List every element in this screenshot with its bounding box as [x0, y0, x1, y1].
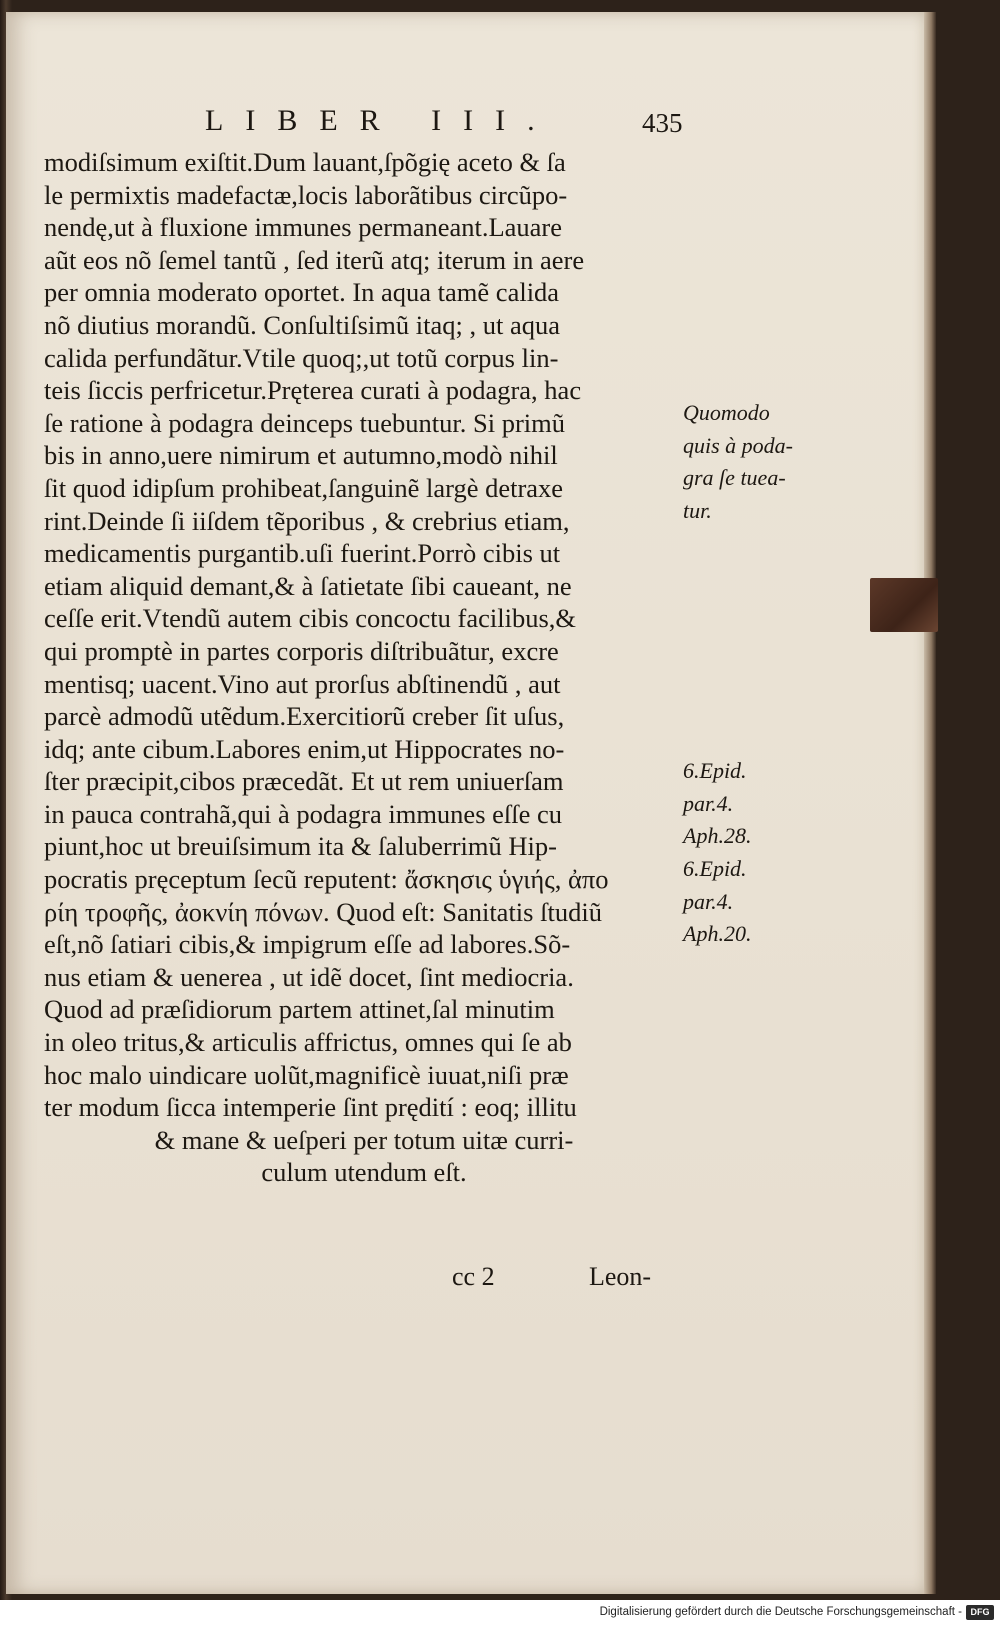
marginal-note-line: 6.Epid. [683, 856, 747, 881]
marginal-note-line: Aph.20. [683, 921, 752, 947]
text-line: ſit quod idipſum prohibeat,ſanguinẽ largè detraxe [44, 472, 564, 503]
text-line: nendę,ut à fluxione immunes permaneant.Lauare [44, 212, 563, 243]
text-line: piunt,hoc ut breuiſsimum ita & ſaluberrimũ Hip- [44, 831, 557, 862]
text-line: nõ diutius morandũ. Conſultiſsimũ itaq; , ut aqua [44, 309, 560, 340]
text-line: ſe ratione à podagra deinceps tuebuntur. Si primũ [44, 407, 566, 438]
text-line: ſter præcipit,cibos præcedãt. Et ut rem uniuerſam [44, 766, 564, 797]
text-line: ceſſe erit.Vtendũ autem cibis concoctu facilibus,& [44, 603, 577, 634]
text-line: bis in anno,uere nimirum et autumno,modò nihil [44, 440, 558, 471]
marginal-note [683, 853, 803, 951]
marginal-note-line: Aph.28. [683, 823, 752, 849]
marginal-note-line: par.4. [683, 790, 734, 816]
text-line: le permixtis madefactæ,locis laborãtibus circũpo- [44, 179, 568, 210]
text-line: per omnia moderato oportet. In aqua tamẽ calida [44, 277, 560, 308]
text-line: nus etiam & uenerea , ut idẽ docet, ſint mediocria. [44, 961, 574, 992]
text-line: eſt,nõ ſatiari cibis,& impigrum eſſe ad labores.Sõ- [44, 929, 571, 960]
page-header [0, 104, 1000, 140]
text-line: etiam aliquid demant,& à ſatietate ſibi caueant, ne [44, 570, 572, 601]
catchword: Leon- [589, 1262, 652, 1291]
text-line: idq; ante cibum.Labores enim,ut Hippocrates no- [44, 733, 565, 764]
text-line: aũt eos nõ ſemel tantũ , ſed iterũ atq; iterum in aere [44, 244, 585, 275]
text-line: in oleo tritus,& articulis affrictus, omnes qui ſe ab [44, 1027, 572, 1058]
marginal-note-line: par.4. [683, 888, 734, 914]
text-line: qui promptè in partes corporis diſtribuãtur, excre [44, 635, 559, 666]
text-line: in pauca contrahã,qui à podagra immunes eſſe cu [44, 798, 563, 829]
text-line: ter modum ſicca intemperie ſint prędití : eoq; illitu [44, 1092, 577, 1123]
marginal-note-line: 6.Epid. [683, 758, 747, 783]
main-text-block [44, 146, 684, 1189]
text-line: mentisq; uacent.Vino aut prorſus abſtinendũ , aut [44, 668, 561, 699]
text-line: calida perfundãtur.Vtile quoq;,ut totũ corpus lin- [44, 342, 559, 373]
funding-credit: Digitalisierung gefördert durch die Deutsche Forschungsgemeinschaft - [599, 1606, 962, 1618]
marginal-note-line: Quomodo [683, 400, 770, 425]
text-line: modiſsimum exiſtit.Dum lauant,ſpõgię aceto & ſa [44, 147, 566, 177]
text-line: & mane & ueſperi per totum uitæ curri- [154, 1124, 574, 1155]
text-line: hoc malo uindicare uolũt,magnificè iuuat,niſi præ [44, 1059, 569, 1090]
marginal-note [683, 397, 803, 527]
page-edge [924, 12, 936, 1594]
signature-mark: cc 2 [452, 1262, 495, 1291]
credit-bar [0, 1600, 1000, 1627]
page-number: 435 [642, 108, 683, 138]
marginal-note [683, 755, 803, 853]
text-line: Quod ad præſidiorum partem attinet,ſal minutim [44, 994, 555, 1025]
text-line: ρίη τροφῆς, ἀοκνίη πόνων. Quod eſt: Sanitatis ſtudiũ [44, 896, 602, 927]
marginal-note-line: gra ſe tuea- [683, 465, 786, 491]
text-line: parcè admodũ utẽdum.Exercitiorũ creber ſit uſus, [44, 701, 565, 732]
dfg-logo: DFG [966, 1605, 994, 1620]
text-line: teis ſiccis perfricetur.Pręterea curati à podagra, hac [44, 375, 582, 406]
text-line: pocratis pręceptum ſecũ reputent: ἄσκησις ὑγιής, ἀπο [44, 864, 609, 895]
text-line: rint.Deinde ſi iiſdem tẽporibus , & crebrius etiam, [44, 505, 570, 536]
marginal-note-line: tur. [683, 497, 712, 523]
text-line: culum utendum eſt. [261, 1157, 467, 1188]
marginal-note-line: quis à poda- [683, 432, 793, 458]
bookmark-tab [870, 578, 938, 632]
running-title: LIBER III. [205, 104, 557, 137]
text-line: medicamentis purgantib.uſi fuerint.Porrò cibis ut [44, 538, 561, 569]
